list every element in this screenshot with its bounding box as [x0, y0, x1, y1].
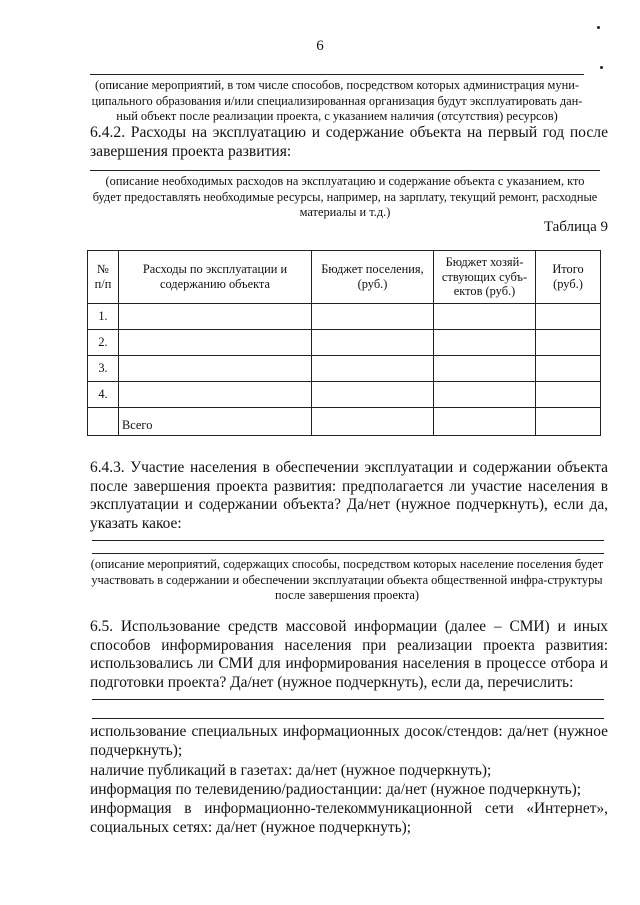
fill-line [92, 699, 604, 700]
table-cell[interactable] [119, 382, 312, 408]
table-cell[interactable] [119, 330, 312, 356]
list-item: информация в информационно-телекоммуникационной сети «Интернет», социальных сетях: да/нет (нужное подчеркнуть); [90, 800, 608, 836]
section-6-4-3-text: 6.4.3. Участие населения в обеспечении эксплуатации и содержании объекта после завершения проекта развития: предполагается ли участие населения в эксплуатации и содержании объекта? Да/нет (нужное подчеркнуть), если да, указать какое: [90, 459, 608, 532]
total-label: Всего [119, 408, 312, 436]
expenses-table [87, 250, 601, 436]
fill-line [92, 718, 604, 719]
table-row [88, 304, 601, 330]
page-number: 6 [316, 38, 324, 54]
table-caption: Таблица 9 [543, 219, 608, 235]
column-header-business-budget: Бюджет хозяй-ствующих субъ-ектов (руб.) [434, 251, 536, 304]
table-cell[interactable] [434, 356, 536, 382]
table-cell[interactable] [434, 408, 536, 436]
section-6-4-1-caption: (описание мероприятий, в том числе способов, посредством которых администрация муни-ципального образования и/или специализированная организация будут эксплуатировать дан-ный объект после реализации проекта, с указанием наличия (отсутствия) ресурсов) [91, 78, 583, 123]
column-header-settlement-budget: Бюджет поселения, (руб.) [312, 251, 434, 304]
table-cell[interactable] [119, 356, 312, 382]
fill-line [90, 74, 584, 75]
table-cell[interactable] [312, 356, 434, 382]
column-header-number: № п/п [88, 251, 119, 304]
table-cell [88, 408, 119, 436]
table-cell[interactable] [536, 382, 601, 408]
list-item: информация по телевидению/радиостанции: да/нет (нужное подчеркнуть); [90, 781, 582, 798]
table-total-row [88, 408, 601, 436]
row-number: 3. [88, 356, 119, 382]
section-6-4-2-caption: (описание необходимых расходов на эксплуатацию и содержание объекта с указанием, кто будет предоставлять необходимые ресурсы, например, на зарплату, текущий ремонт, расходные материалы и т.д.) [92, 174, 598, 219]
table-cell[interactable] [312, 330, 434, 356]
table-cell[interactable] [312, 408, 434, 436]
fill-line [92, 540, 604, 541]
row-number: 4. [88, 382, 119, 408]
fill-line [92, 553, 604, 554]
table-cell[interactable] [312, 304, 434, 330]
row-number: 2. [88, 330, 119, 356]
column-header-expenses: Расходы по эксплуатации и содержанию объекта [119, 251, 312, 304]
table-row [88, 382, 601, 408]
table-row [88, 330, 601, 356]
table-cell[interactable] [536, 356, 601, 382]
table-cell[interactable] [434, 330, 536, 356]
table-cell[interactable] [312, 382, 434, 408]
fill-line [90, 170, 600, 171]
table-row [88, 356, 601, 382]
list-item: использование специальных информационных досок/стендов: да/нет (нужное подчеркнуть); [90, 723, 608, 759]
table-cell[interactable] [434, 382, 536, 408]
list-item: наличие публикаций в газетах: да/нет (нужное подчеркнуть); [90, 762, 492, 779]
table-cell[interactable] [536, 330, 601, 356]
column-header-total: Итого (руб.) [536, 251, 601, 304]
scan-mark [597, 26, 600, 29]
table-cell[interactable] [434, 304, 536, 330]
section-6-5-text: 6.5. Использование средств массовой информации (далее – СМИ) и иных способов информирования населения при реализации проекта развития: использовались ли СМИ для информирования населения в процессе отбора и подготовки проекта? Да/нет (нужное подчеркнуть), если да, перечислить: [90, 618, 608, 691]
table-cell[interactable] [536, 408, 601, 436]
row-number: 1. [88, 304, 119, 330]
table-header-row [88, 251, 601, 304]
section-6-4-2-heading: 6.4.2. Расходы на эксплуатацию и содержание объекта на первый год после завершения проекта развития: [90, 124, 608, 160]
section-6-4-3-caption: (описание мероприятий, содержащих способы, посредством которых население поселения будет участвовать в содержании и обеспечении эксплуатации объекта общественной инфра-структуры после завершения проекта) [90, 557, 604, 602]
table-cell[interactable] [536, 304, 601, 330]
table-cell[interactable] [119, 304, 312, 330]
scan-mark [600, 66, 603, 69]
